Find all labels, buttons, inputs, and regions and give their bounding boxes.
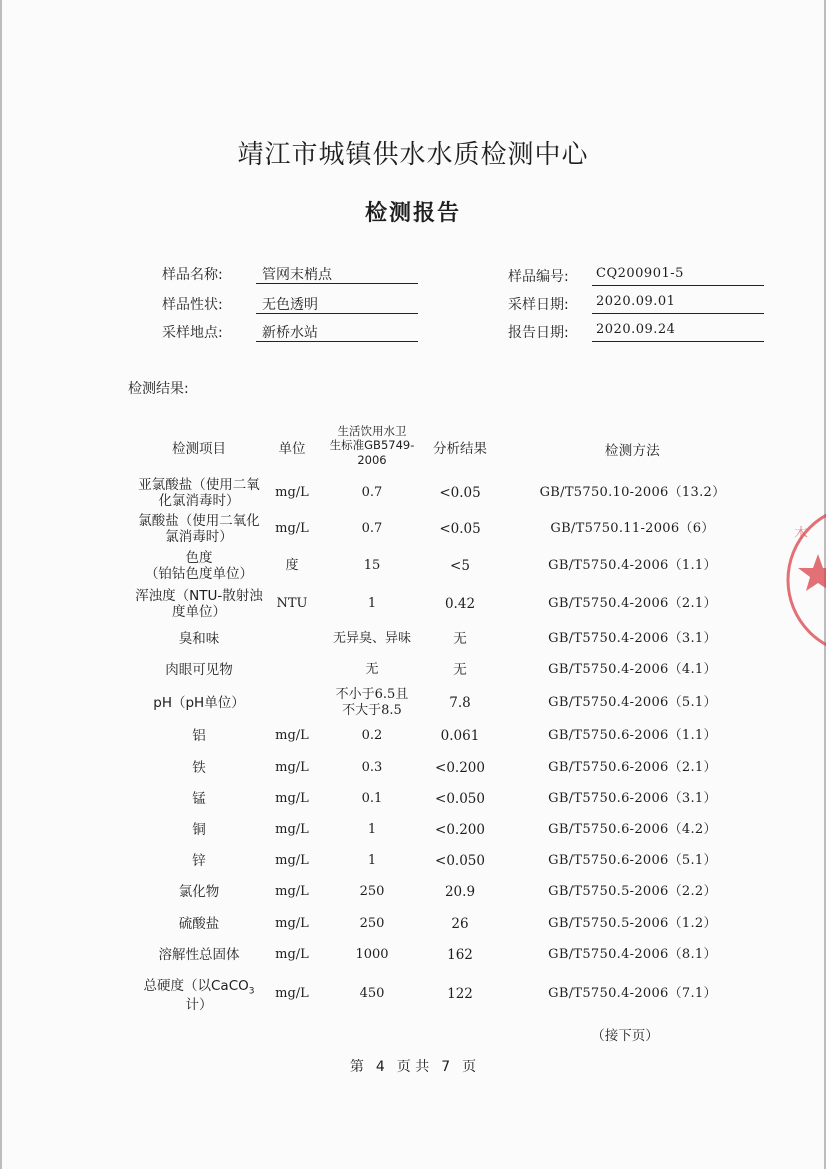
cell-method [510, 596, 755, 612]
cell-item-line: 硫酸盐 [178, 915, 220, 932]
page-mid: 页 共 [396, 1059, 430, 1075]
cell-method [510, 521, 755, 537]
report-date-value: 2020.09.24 [592, 322, 764, 342]
cell-item-line: 色度 [185, 549, 213, 566]
cell-method-line: GB/T5750.4-2006（2.1） [548, 595, 717, 611]
sample-state-value: 无色透明 [256, 294, 418, 314]
cell-standard-line: 15 [363, 557, 381, 573]
cell-standard [324, 596, 420, 612]
cell-method-line: GB/T5750.4-2006（4.1） [548, 661, 717, 677]
sample-no-label: 样品编号: [508, 269, 569, 285]
cell-standard [324, 485, 420, 501]
cell-unit [262, 986, 322, 1002]
cell-standard [324, 728, 420, 744]
cell-standard [324, 884, 420, 900]
cell-result-line: <5 [450, 557, 470, 574]
cell-unit [262, 947, 322, 963]
cell-unit-line: NTU [276, 595, 308, 611]
cell-unit [262, 760, 322, 776]
cell-standard [324, 558, 420, 574]
cell-result [418, 558, 502, 575]
cell-standard [324, 791, 420, 807]
header-standard-line1: 生活饮用水卫 [337, 424, 407, 438]
cell-standard-line: 不大于8.5 [342, 702, 402, 718]
cell-method-line: GB/T5750.4-2006（8.1） [548, 946, 717, 962]
header-method: 检测方法 [604, 443, 661, 459]
cell-standard-line: 250 [359, 883, 385, 899]
header-standard-line2: 生标准GB5749- [329, 438, 415, 453]
cell-method-line: GB/T5750.6-2006（3.1） [548, 790, 717, 806]
seal-text: 木 [794, 526, 808, 542]
cell-item [120, 884, 278, 901]
sample-name-value: 管网末梢点 [256, 264, 418, 284]
cell-method [510, 695, 755, 711]
cell-standard-line: 0.1 [361, 790, 383, 806]
cell-method-line: GB/T5750.11-2006（6） [550, 520, 715, 536]
cell-item [120, 631, 278, 648]
page-number [0, 1056, 826, 1076]
cell-result [418, 485, 502, 502]
cell-item-line: 氯消毒时） [165, 529, 233, 546]
cell-method [510, 485, 755, 501]
cell-standard [324, 947, 420, 963]
page-current: 4 [375, 1059, 385, 1075]
cell-item-line: 溶解性总固体 [158, 946, 240, 963]
cell-result [418, 662, 502, 679]
report-title: 检测报告 [364, 201, 461, 226]
cell-standard [324, 521, 420, 537]
cell-method [510, 884, 755, 900]
cell-result-line: <0.050 [435, 852, 485, 869]
cell-method [510, 947, 755, 963]
cell-unit-line: 度 [285, 557, 299, 573]
cell-item [120, 853, 278, 870]
cell-item [120, 550, 278, 584]
cell-unit-line: mg/L [275, 852, 309, 868]
cell-unit [262, 485, 322, 501]
cell-standard-line: 1 [367, 821, 377, 837]
cell-unit-line: mg/L [275, 946, 309, 962]
seal-star-icon [798, 554, 826, 591]
cell-result [418, 916, 502, 933]
cell-result-line: 无 [453, 661, 467, 678]
cell-standard [324, 986, 420, 1002]
cell-method [510, 791, 755, 807]
cell-result-line: 122 [447, 985, 473, 1002]
cell-item-line: 锌 [192, 852, 206, 869]
header-item: 检测项目 [172, 441, 226, 457]
cell-item-line: 氯酸盐（使用二氧化 [138, 512, 260, 529]
cell-method [510, 916, 755, 932]
cell-standard-line: 1000 [355, 946, 389, 962]
cell-standard-line: 0.3 [361, 759, 383, 775]
cell-unit [262, 884, 322, 900]
cell-method-line: GB/T5750.4-2006（3.1） [548, 630, 717, 646]
cell-result-line: <0.050 [435, 790, 485, 807]
cell-method [510, 728, 755, 744]
cell-standard [324, 916, 420, 932]
cell-method-line: GB/T5750.6-2006（5.1） [548, 852, 717, 868]
cell-result [418, 760, 502, 777]
cell-item [120, 947, 278, 964]
cell-standard-line: 无异臭、异味 [332, 630, 411, 646]
sample-state-label: 样品性状: [162, 297, 223, 313]
cell-unit-line: mg/L [275, 520, 309, 536]
cell-item [120, 822, 278, 839]
cell-item-line: 肉眼可见物 [165, 661, 233, 678]
cell-method-line: GB/T5750.6-2006（2.1） [548, 759, 717, 775]
cell-item [120, 978, 278, 1015]
cell-result [418, 884, 502, 901]
cell-item [120, 477, 278, 511]
cell-result [418, 822, 502, 839]
cell-result-line: 无 [453, 630, 467, 647]
cell-method [510, 631, 755, 647]
cell-standard [324, 662, 420, 678]
results-label: 检测结果: [128, 381, 189, 397]
cell-unit-line: mg/L [275, 484, 309, 500]
cell-unit-line: mg/L [275, 915, 309, 931]
cell-item-line: 化氯消毒时） [158, 493, 240, 510]
continued-note: （接下页） [591, 1028, 659, 1044]
cell-result [418, 853, 502, 870]
cell-result-line: 20.9 [444, 883, 476, 900]
cell-result-line: 162 [447, 946, 473, 963]
cell-item [120, 513, 278, 547]
report-date-label: 报告日期: [508, 325, 569, 341]
cell-item-line: 铁 [192, 759, 206, 776]
cell-item [120, 760, 278, 777]
cell-result [418, 596, 502, 613]
cell-unit [262, 791, 322, 807]
sample-date-label: 采样日期: [508, 297, 569, 313]
cell-standard-line: 450 [359, 985, 385, 1001]
cell-result-line: <0.05 [439, 484, 481, 501]
cell-result-line: <0.200 [435, 759, 485, 776]
cell-unit-line: mg/L [275, 821, 309, 837]
cell-unit [262, 853, 322, 869]
cell-standard-line: 1 [367, 595, 377, 611]
header-result: 分析结果 [433, 441, 487, 457]
cell-item [120, 662, 278, 679]
page-suffix: 页 [462, 1059, 477, 1075]
cell-method-line: GB/T5750.10-2006（13.2） [539, 484, 726, 500]
cell-item-line: 亚氯酸盐（使用二氧 [138, 476, 260, 493]
cell-method-line: GB/T5750.5-2006（2.2） [548, 883, 717, 899]
cell-method-line: GB/T5750.4-2006（1.1） [548, 557, 717, 573]
cell-standard-line: 无 [365, 661, 379, 677]
cell-standard [324, 687, 420, 720]
cell-method-line: GB/T5750.5-2006（1.2） [548, 915, 717, 931]
cell-item-line: 铝 [192, 727, 206, 744]
cell-item-line: 计） [185, 997, 213, 1014]
cell-item-line: pH（pH单位） [153, 694, 245, 711]
cell-result-line: 26 [451, 915, 469, 932]
cell-item-line: 铜 [192, 821, 206, 838]
page-edge-left [0, 0, 2, 1169]
cell-unit-line: mg/L [275, 759, 309, 775]
cell-item [120, 695, 278, 712]
sample-date-value: 2020.09.01 [592, 294, 764, 314]
cell-item-line: （铂钴色度单位） [145, 566, 253, 583]
org-title: 靖江市城镇供水水质检测中心 [237, 140, 589, 170]
sample-site-label: 采样地点: [162, 325, 223, 341]
cell-standard-line: 250 [359, 915, 385, 931]
cell-method-line: GB/T5750.4-2006（7.1） [548, 985, 717, 1001]
cell-item-line: 锰 [192, 790, 206, 807]
cell-standard-line: 0.7 [361, 520, 383, 536]
sample-site-value: 新桥水站 [256, 322, 418, 342]
cell-standard [324, 760, 420, 776]
page-prefix: 第 [349, 1059, 364, 1075]
cell-standard-line: 1 [367, 852, 377, 868]
cell-method-line: GB/T5750.6-2006（4.2） [548, 821, 717, 837]
cell-result [418, 791, 502, 808]
cell-item-line: 氯化物 [178, 883, 220, 900]
header-standard [324, 424, 420, 467]
cell-method [510, 760, 755, 776]
cell-item-line: 浑浊度（NTU-散射浊 [135, 587, 263, 604]
cell-standard-line: 0.7 [361, 484, 383, 500]
cell-unit [262, 822, 322, 838]
sample-no-value: CQ200901-5 [592, 266, 764, 286]
cell-result-line: <0.200 [435, 821, 485, 838]
cell-method-line: GB/T5750.4-2006（5.1） [548, 694, 717, 710]
cell-standard [324, 853, 420, 869]
cell-item [120, 916, 278, 933]
cell-unit [262, 596, 322, 612]
cell-unit-line: mg/L [275, 727, 309, 743]
cell-unit [262, 916, 322, 932]
page-total: 7 [441, 1059, 451, 1075]
cell-method-line: GB/T5750.6-2006（1.1） [548, 727, 717, 743]
cell-item [120, 588, 278, 622]
cell-method [510, 986, 755, 1002]
cell-standard-line: 不小于6.5且 [335, 686, 409, 702]
cell-item [120, 791, 278, 808]
cell-item [120, 728, 278, 745]
header-unit: 单位 [278, 441, 306, 457]
cell-item-line: 总硬度（以CaCO$_3$ [143, 977, 255, 997]
cell-result [418, 986, 502, 1003]
cell-result [418, 947, 502, 964]
cell-unit [262, 728, 322, 744]
cell-result [418, 521, 502, 538]
cell-result [418, 631, 502, 648]
cell-item-line: 度单位） [172, 604, 226, 621]
cell-item-line: 臭和味 [178, 630, 220, 647]
cell-result [418, 695, 502, 712]
cell-method [510, 822, 755, 838]
header-standard-line3: 2006 [357, 452, 387, 467]
cell-method [510, 853, 755, 869]
cell-unit-line: mg/L [275, 790, 309, 806]
cell-method [510, 558, 755, 574]
cell-standard [324, 822, 420, 838]
cell-result-line: 7.8 [449, 694, 471, 711]
cell-unit-line: mg/L [275, 883, 309, 899]
cell-unit-line: mg/L [275, 985, 309, 1001]
cell-standard [324, 631, 420, 647]
cell-result-line: 0.42 [444, 595, 476, 612]
cell-unit [262, 558, 322, 574]
sample-name-label: 样品名称: [162, 267, 223, 283]
official-seal-stamp [784, 498, 826, 668]
cell-result-line: 0.061 [440, 727, 480, 744]
cell-result-line: <0.05 [439, 520, 481, 537]
cell-standard-line: 0.2 [361, 727, 383, 743]
cell-method [510, 662, 755, 678]
cell-result [418, 728, 502, 745]
cell-unit [262, 521, 322, 537]
